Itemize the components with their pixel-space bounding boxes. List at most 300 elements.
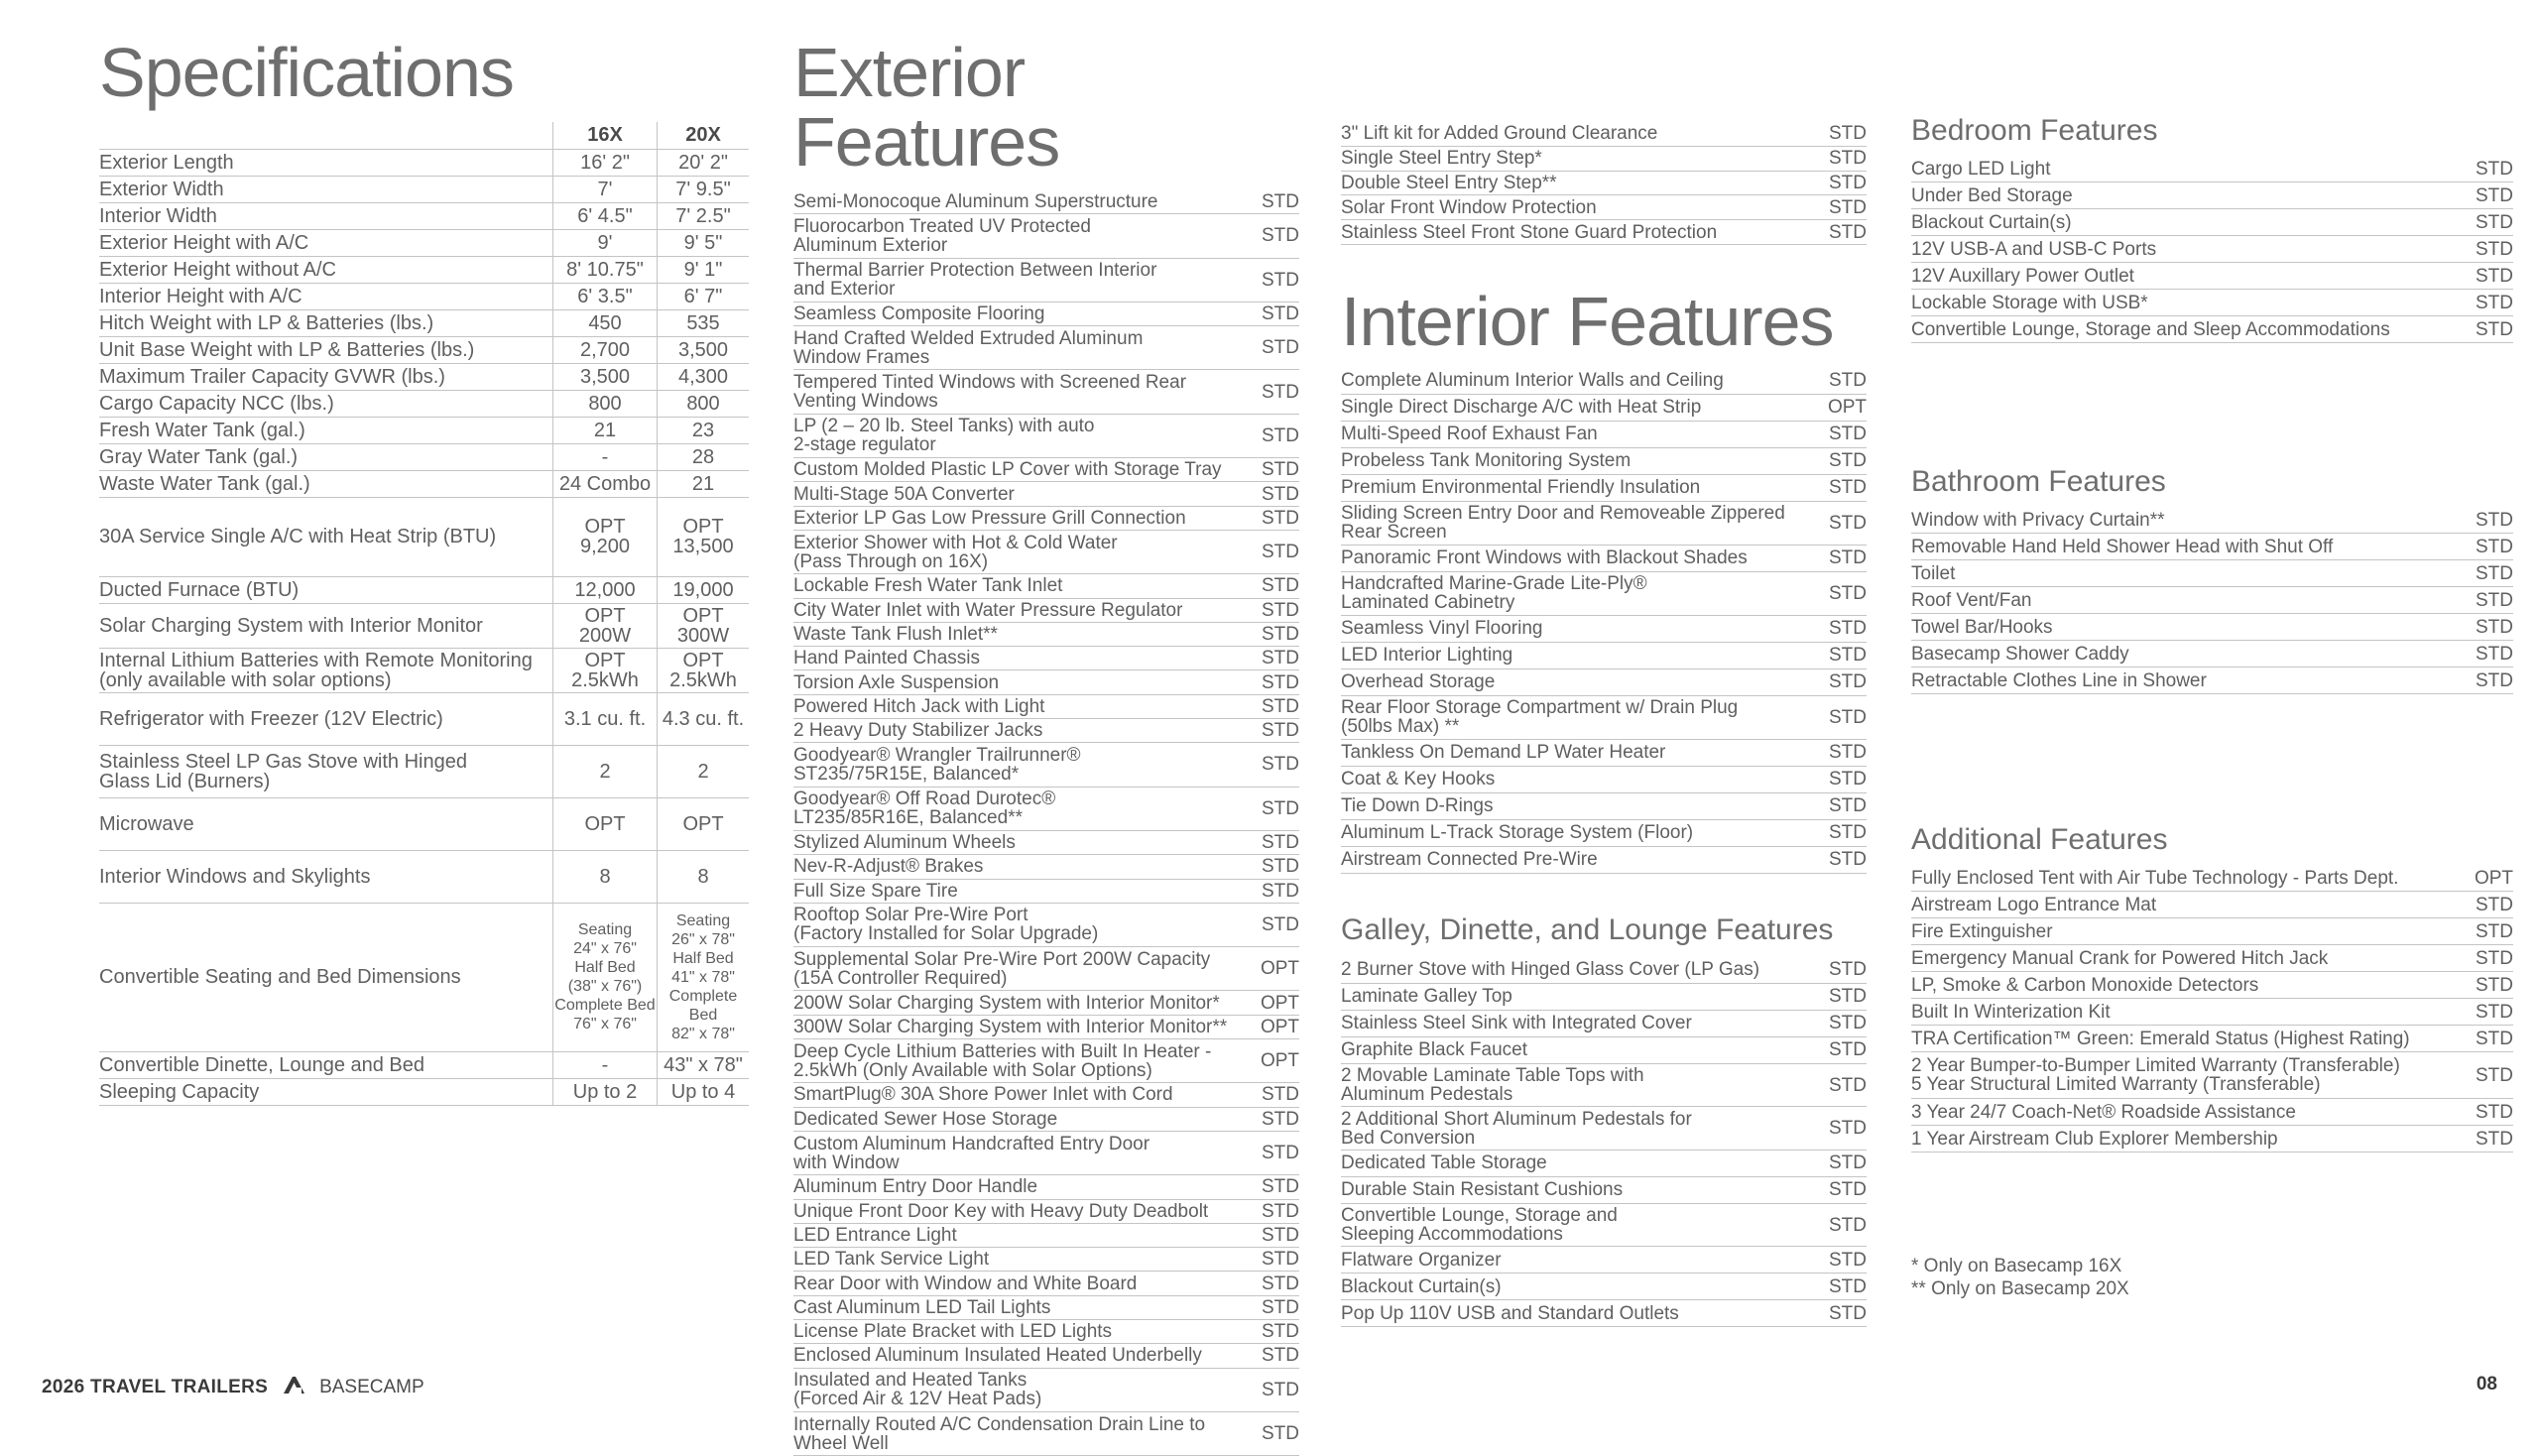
- feature-row: [793, 1272, 1299, 1295]
- feature-label-line: Complete Aluminum Interior Walls and Ceiling: [1341, 370, 1724, 392]
- feature-label: [793, 746, 1252, 784]
- spec-value-16x-line: Seating: [577, 921, 633, 938]
- feature-label: [1911, 869, 2472, 888]
- feature-label-line: (Factory Installed for Solar Upgrade): [793, 923, 1099, 945]
- feature-label: [1341, 451, 1825, 470]
- feature-value: STD: [2476, 894, 2513, 915]
- feature-row: [793, 855, 1299, 879]
- footnote-20x: ** Only on Basecamp 20X: [1911, 1278, 2129, 1299]
- footer-brand-text: 2026 TRAVEL TRAILERS: [42, 1377, 269, 1397]
- feature-label: [1911, 320, 2472, 339]
- feature-label-line: Toilet: [1911, 562, 1956, 584]
- spec-label-line: Interior Windows and Skylights: [99, 865, 371, 888]
- spec-label-line: Interior Width: [99, 204, 217, 227]
- spec-label: [99, 309, 553, 336]
- feature-row: [793, 670, 1299, 694]
- spec-label-line: Unit Base Weight with LP & Batteries (lbs.): [99, 338, 475, 361]
- feature-row: [1341, 1107, 1867, 1151]
- feature-label: [1341, 149, 1827, 168]
- feature-row: [793, 259, 1299, 303]
- feature-row: [793, 482, 1299, 506]
- feature-value: STD: [2476, 158, 2513, 180]
- spec-value-20x: [658, 497, 750, 576]
- feature-label-line: City Water Inlet with Water Pressure Regulator: [793, 599, 1183, 621]
- feature-label-line: Bed Conversion: [1341, 1127, 1476, 1149]
- feature-value: STD: [1262, 1379, 1299, 1400]
- feature-value: STD: [1262, 913, 1299, 935]
- feature-row: [1911, 641, 2513, 667]
- feature-label-line: 300W Solar Charging System with Interior Monitor**: [793, 1016, 1228, 1037]
- feature-label-line: Flatware Organizer: [1341, 1249, 1502, 1271]
- spec-value-20x-line: 9' 1": [683, 258, 723, 281]
- feature-label-line: Dedicated Table Storage: [1341, 1153, 1547, 1174]
- feature-label: [793, 1371, 1252, 1408]
- feature-value: STD: [1829, 849, 1867, 871]
- spec-value-20x: [658, 1051, 750, 1078]
- feature-value: STD: [1262, 1296, 1299, 1318]
- feature-value: STD: [1829, 822, 1867, 844]
- spec-value-20x: [658, 603, 750, 648]
- feature-value: STD: [1829, 512, 1867, 534]
- bathroom-list: [1911, 507, 2513, 694]
- interior-section: [1341, 0, 1867, 1327]
- feature-value: STD: [2476, 536, 2513, 557]
- spec-value-16x-line: OPT: [584, 812, 626, 835]
- feature-value: STD: [1829, 795, 1867, 817]
- feature-value: STD: [1262, 459, 1299, 481]
- feature-value: STD: [2476, 1128, 2513, 1150]
- spec-row: [99, 603, 749, 648]
- spec-label-line: Convertible Seating and Bed Dimensions: [99, 966, 461, 988]
- spec-label-line: Convertible Dinette, Lounge and Bed: [99, 1053, 425, 1076]
- feature-label: [1341, 1110, 1825, 1148]
- feature-label: [1341, 672, 1825, 691]
- feature-label-line: Venting Windows: [793, 391, 938, 413]
- feature-row: [1341, 616, 1867, 643]
- feature-row: [1911, 614, 2513, 641]
- feature-value: STD: [1262, 1224, 1299, 1246]
- feature-row: [1911, 1126, 2513, 1153]
- spec-row: [99, 692, 749, 745]
- feature-value: STD: [1829, 196, 1867, 218]
- feature-label: [1341, 1040, 1825, 1059]
- feature-label-line: Stainless Steel Sink with Integrated Cover: [1341, 1013, 1692, 1034]
- spec-value-20x: [658, 283, 750, 309]
- spec-value-16x: [553, 443, 658, 470]
- feature-row: [793, 1369, 1299, 1412]
- feature-label-line: 2 Burner Stove with Hinged Glass Cover (LP Gas): [1341, 959, 1760, 981]
- specifications-section: [99, 0, 754, 111]
- spec-value-20x-line: 4,300: [677, 365, 729, 388]
- feature-label: [1341, 371, 1825, 390]
- spec-value-16x-line: 7': [597, 178, 613, 200]
- airstream-logo-icon: [282, 1374, 307, 1401]
- spec-row: [99, 497, 749, 576]
- feature-label: [793, 1177, 1252, 1196]
- feature-label-line: LED Interior Lighting: [1341, 645, 1513, 667]
- feature-row: [1341, 1274, 1867, 1300]
- spec-value-16x-line: 24 Combo: [558, 472, 652, 495]
- feature-label: [793, 673, 1252, 692]
- feature-row: [793, 1344, 1299, 1368]
- spec-value-20x-line: 2.5kWh: [669, 668, 737, 691]
- feature-label-line: Lockable Fresh Water Tank Inlet: [793, 575, 1063, 597]
- feature-value: STD: [1262, 832, 1299, 854]
- feature-label: [793, 1085, 1252, 1104]
- feature-label: [793, 857, 1252, 876]
- feature-label: [793, 1018, 1252, 1036]
- feature-label: [1911, 564, 2472, 583]
- feature-label-line: Goodyear® Wrangler Trailrunner®: [793, 744, 1081, 766]
- exterior-list: [793, 190, 1299, 1456]
- spec-value-16x-line: 9,200: [579, 536, 631, 557]
- feature-value: STD: [1262, 754, 1299, 776]
- feature-value: STD: [1262, 1084, 1299, 1106]
- feature-label-line: Internally Routed A/C Condensation Drain Line to: [793, 1413, 1206, 1435]
- spec-value-20x-line: Bed: [688, 1006, 718, 1024]
- feature-label-line: Single Steel Entry Step*: [1341, 148, 1542, 170]
- feature-label: [1911, 1103, 2472, 1122]
- spec-value-16x-line: OPT: [584, 604, 626, 627]
- feature-label: [1911, 186, 2472, 205]
- feature-row: [793, 991, 1299, 1015]
- feature-row: [1911, 667, 2513, 694]
- feature-label-line: Pop Up 110V USB and Standard Outlets: [1341, 1302, 1679, 1324]
- feature-label: [793, 906, 1252, 943]
- spec-value-16x: [553, 850, 658, 903]
- feature-label-line: 3" Lift kit for Added Ground Clearance: [1341, 123, 1658, 145]
- feature-value: STD: [1829, 1074, 1867, 1096]
- feature-value: STD: [1262, 797, 1299, 819]
- feature-label-line: Panoramic Front Windows with Blackout Shades: [1341, 547, 1748, 569]
- feature-value: STD: [1262, 1249, 1299, 1271]
- feature-label-line: Dedicated Sewer Hose Storage: [793, 1108, 1058, 1130]
- spec-label-line: Glass Lid (Burners): [99, 770, 271, 792]
- feature-label-line: Built In Winterization Kit: [1911, 1001, 2111, 1023]
- feature-label: [1911, 671, 2472, 690]
- feature-value: STD: [2476, 318, 2513, 340]
- spec-row: [99, 576, 749, 603]
- feature-value: OPT: [1260, 992, 1299, 1014]
- spec-row: [99, 309, 749, 336]
- feature-label-line: Convertible Lounge, Storage and: [1341, 1205, 1618, 1227]
- spec-label: [99, 1078, 553, 1105]
- spec-value-20x-line: 8: [697, 865, 709, 888]
- feature-label-line: Exterior LP Gas Low Pressure Grill Connection: [793, 507, 1186, 529]
- spec-label: [99, 497, 553, 576]
- spec-header-20x: 20X: [658, 122, 750, 149]
- spec-value-20x-line: 535: [686, 311, 720, 334]
- feature-row: [1911, 263, 2513, 290]
- feature-label: [1341, 398, 1825, 417]
- feature-label-line: Goodyear® Off Road Durotec®: [793, 789, 1056, 810]
- spec-value-20x-line: 13,500: [672, 536, 734, 557]
- feature-value: STD: [2476, 1101, 2513, 1123]
- feature-row: [793, 599, 1299, 623]
- spec-label: [99, 603, 553, 648]
- feature-row: [1341, 572, 1867, 616]
- feature-value: STD: [2476, 616, 2513, 638]
- feature-label-line: Aluminum Pedestals: [1341, 1084, 1513, 1106]
- feature-row: [793, 831, 1299, 855]
- spec-header-16x: 16X: [553, 122, 658, 149]
- spec-row: [99, 443, 749, 470]
- feature-row: [793, 743, 1299, 787]
- spec-label-line: Ducted Furnace (BTU): [99, 578, 300, 601]
- feature-label-line: Wheel Well: [793, 1432, 889, 1454]
- spec-value-20x-line: 21: [691, 472, 715, 495]
- spec-value-20x-line: 2: [697, 760, 709, 783]
- feature-label-line: Solar Front Window Protection: [1341, 196, 1597, 218]
- feature-value: OPT: [1260, 1050, 1299, 1072]
- feature-label: [793, 1110, 1252, 1129]
- feature-value: STD: [1829, 986, 1867, 1008]
- feature-label: [1911, 213, 2472, 232]
- feature-value: STD: [2476, 643, 2513, 665]
- feature-row: [1341, 1204, 1867, 1248]
- feature-value: STD: [1829, 1118, 1867, 1140]
- spec-value-20x: [658, 202, 750, 229]
- feature-value: STD: [2476, 211, 2513, 233]
- feature-label: [793, 882, 1252, 901]
- feature-label: [1341, 574, 1825, 612]
- spec-value-16x: [553, 283, 658, 309]
- feature-label-line: Waste Tank Flush Inlet**: [793, 624, 998, 645]
- feature-row: [1911, 865, 2513, 892]
- feature-label-line: 2 Heavy Duty Stabilizer Jacks: [793, 720, 1043, 742]
- feature-label-line: Premium Environmental Friendly Insulation: [1341, 477, 1701, 499]
- feature-row: [793, 326, 1299, 370]
- feature-value: STD: [1829, 959, 1867, 981]
- spec-label: [99, 576, 553, 603]
- feature-row: [1341, 767, 1867, 793]
- feature-row: [793, 458, 1299, 482]
- spec-value-16x-line: 2: [599, 760, 611, 783]
- spec-value-20x: [658, 390, 750, 417]
- spec-value-16x-line: -: [601, 1053, 609, 1076]
- feature-label-line: Fluorocarbon Treated UV Protected: [793, 215, 1091, 237]
- feature-value: STD: [1829, 547, 1867, 569]
- feature-row: [793, 1296, 1299, 1320]
- feature-row: [1341, 475, 1867, 502]
- additional-list: [1911, 865, 2513, 1153]
- feature-value: STD: [2476, 947, 2513, 969]
- feature-row: [1341, 1064, 1867, 1108]
- spec-value-16x-line: 6' 3.5": [577, 285, 633, 307]
- feature-value: STD: [1262, 624, 1299, 645]
- feature-row: [793, 370, 1299, 414]
- spec-value-20x: [658, 336, 750, 363]
- feature-value: STD: [1262, 1200, 1299, 1222]
- feature-row: [1341, 696, 1867, 740]
- spec-value-20x: [658, 797, 750, 850]
- feature-label-line: Custom Aluminum Handcrafted Entry Door: [793, 1133, 1150, 1154]
- feature-label-line: and Exterior: [793, 279, 896, 301]
- feature-label: [793, 192, 1252, 211]
- spec-row: [99, 202, 749, 229]
- footnote-16x: * Only on Basecamp 16X: [1911, 1256, 2122, 1276]
- feature-row: [1341, 546, 1867, 572]
- feature-label-line: Seamless Vinyl Flooring: [1341, 618, 1543, 640]
- spec-value-20x-line: OPT: [682, 516, 724, 538]
- feature-value: STD: [2476, 1028, 2513, 1049]
- spec-label-line: Maximum Trailer Capacity GVWR (lbs.): [99, 365, 445, 388]
- feature-label-line: Aluminum Entry Door Handle: [793, 1176, 1038, 1198]
- feature-label-line: License Plate Bracket with LED Lights: [793, 1321, 1113, 1343]
- spec-label: [99, 283, 553, 309]
- spec-value-20x: [658, 903, 750, 1051]
- feature-label: [1341, 1066, 1825, 1104]
- feature-label: [1911, 922, 2472, 941]
- feature-value: STD: [1262, 507, 1299, 529]
- feature-label-line: Lockable Storage with USB*: [1911, 292, 2148, 313]
- feature-label: [793, 373, 1252, 411]
- feature-row: [793, 788, 1299, 831]
- feature-label: [1341, 198, 1827, 217]
- spec-label-line: Cargo Capacity NCC (lbs.): [99, 392, 334, 415]
- feature-label: [793, 417, 1252, 454]
- feature-row: [793, 1083, 1299, 1107]
- feature-label: [1911, 1003, 2472, 1022]
- feature-value: STD: [2476, 184, 2513, 206]
- feature-label-line: Window with Privacy Curtain**: [1911, 509, 2165, 531]
- feature-label-line: Semi-Monocoque Aluminum Superstructure: [793, 191, 1158, 213]
- feature-row: [793, 1412, 1299, 1456]
- feature-label: [1341, 1251, 1825, 1270]
- feature-label-line: Rear Screen: [1341, 522, 1447, 544]
- feature-label-line: Rear Floor Storage Compartment w/ Drain Plug: [1341, 697, 1739, 719]
- feature-label: [1341, 425, 1825, 443]
- feature-value: STD: [1829, 370, 1867, 392]
- feature-label: [1341, 619, 1825, 638]
- feature-row: [1911, 918, 2513, 945]
- spec-value-20x-line: 26" x 78": [671, 930, 735, 948]
- feature-label-line: Stylized Aluminum Wheels: [793, 832, 1016, 854]
- spec-value-20x-line: 6' 7": [683, 285, 723, 307]
- spec-label: [99, 745, 553, 797]
- feature-row: [1341, 422, 1867, 448]
- feature-label: [793, 601, 1252, 620]
- feature-label: [1341, 548, 1825, 567]
- feature-label-line: Blackout Curtain(s): [1911, 211, 2072, 233]
- feature-label: [1911, 267, 2472, 286]
- feature-row: [793, 1320, 1299, 1344]
- feature-row: [1341, 847, 1867, 874]
- feature-label-line: Unique Front Door Key with Heavy Duty Deadbolt: [793, 1200, 1209, 1222]
- feature-value: STD: [1262, 337, 1299, 359]
- feature-row: [793, 190, 1299, 214]
- feature-label: [793, 1298, 1252, 1317]
- spec-value-16x-line: Up to 2: [572, 1080, 638, 1103]
- spec-label: [99, 648, 553, 692]
- feature-label: [1341, 1153, 1825, 1172]
- feature-row: [1341, 220, 1867, 245]
- spec-value-16x-line: (38" x 76"): [567, 978, 643, 995]
- feature-row: [793, 574, 1299, 598]
- feature-label: [793, 1274, 1252, 1293]
- spec-row: [99, 256, 749, 283]
- feature-row: [1911, 316, 2513, 343]
- spec-value-20x: [658, 745, 750, 797]
- spec-label-line: Exterior Height with A/C: [99, 231, 309, 254]
- spec-value-16x-line: -: [601, 445, 609, 468]
- feature-label-line: Multi-Speed Roof Exhaust Fan: [1341, 424, 1598, 445]
- spec-label-line: Gray Water Tank (gal.): [99, 445, 299, 468]
- spec-value-16x: [553, 229, 658, 256]
- spec-label-line: Hitch Weight with LP & Batteries (lbs.): [99, 311, 434, 334]
- spec-value-20x-line: 28: [691, 445, 715, 468]
- feature-label-line: Airstream Connected Pre-Wire: [1341, 849, 1598, 871]
- feature-label: [793, 460, 1252, 479]
- feature-row: [1341, 1300, 1867, 1327]
- spec-label: [99, 336, 553, 363]
- feature-label-line: LP (2 – 20 lb. Steel Tanks) with auto: [793, 416, 1095, 437]
- galley-list: [1341, 957, 1867, 1328]
- feature-value: STD: [1262, 575, 1299, 597]
- feature-label: [1341, 223, 1827, 242]
- feature-label: [793, 721, 1252, 740]
- spec-label-line: Waste Water Tank (gal.): [99, 472, 310, 495]
- feature-value: STD: [1262, 425, 1299, 446]
- feature-row: [1911, 182, 2513, 209]
- feature-label-line: Full Size Spare Tire: [793, 880, 958, 902]
- feature-value: STD: [2476, 1064, 2513, 1086]
- spec-value-20x-line: 23: [691, 419, 715, 441]
- feature-label-line: Sliding Screen Entry Door and Removeable Zippered: [1341, 503, 1785, 525]
- feature-value: STD: [2476, 920, 2513, 942]
- spec-row: [99, 363, 749, 390]
- feature-label-line: Handcrafted Marine-Grade Lite-Ply®: [1341, 573, 1647, 595]
- feature-label-line: Rooftop Solar Pre-Wire Port: [793, 905, 1028, 926]
- spec-value-16x: [553, 470, 658, 497]
- spec-row: [99, 648, 749, 692]
- spec-label-line: 30A Service Single A/C with Heat Strip (BTU): [99, 526, 497, 547]
- feature-label: [1341, 698, 1825, 736]
- feature-value: STD: [2476, 238, 2513, 260]
- feature-label-line: Single Direct Discharge A/C with Heat Strip: [1341, 397, 1702, 419]
- page-number: 08: [2476, 1374, 2497, 1395]
- feature-row: [1341, 502, 1867, 546]
- spec-value-20x: [658, 443, 750, 470]
- feature-label-line: LED Tank Service Light: [793, 1249, 990, 1271]
- feature-label-line: ST235/75R15E, Balanced*: [793, 763, 1020, 785]
- feature-value: STD: [1262, 1345, 1299, 1367]
- spec-row: [99, 1078, 749, 1105]
- feature-label: [793, 509, 1252, 528]
- feature-value: STD: [1829, 618, 1867, 640]
- feature-label: [793, 534, 1252, 571]
- feature-row: [793, 1108, 1299, 1132]
- spec-value-20x: [658, 363, 750, 390]
- feature-label-line: Overhead Storage: [1341, 671, 1496, 693]
- spec-label-line: Sleeping Capacity: [99, 1080, 260, 1103]
- feature-label: [793, 1202, 1252, 1221]
- feature-value: STD: [1262, 225, 1299, 247]
- feature-label: [793, 833, 1252, 852]
- feature-label-line: Thermal Barrier Protection Between Interior: [793, 260, 1157, 282]
- spec-value-20x: [658, 256, 750, 283]
- feature-row: [1911, 999, 2513, 1026]
- spec-value-16x-line: 800: [588, 392, 622, 415]
- feature-label: [1341, 743, 1825, 762]
- feature-value: STD: [1262, 381, 1299, 403]
- spec-value-16x: [553, 648, 658, 692]
- specifications-title: Specifications: [99, 34, 514, 111]
- spec-label-line: Solar Charging System with Interior Monitor: [99, 614, 483, 637]
- spec-label-line: Microwave: [99, 812, 194, 835]
- spec-value-16x: [553, 1051, 658, 1078]
- feature-value: STD: [1262, 542, 1299, 563]
